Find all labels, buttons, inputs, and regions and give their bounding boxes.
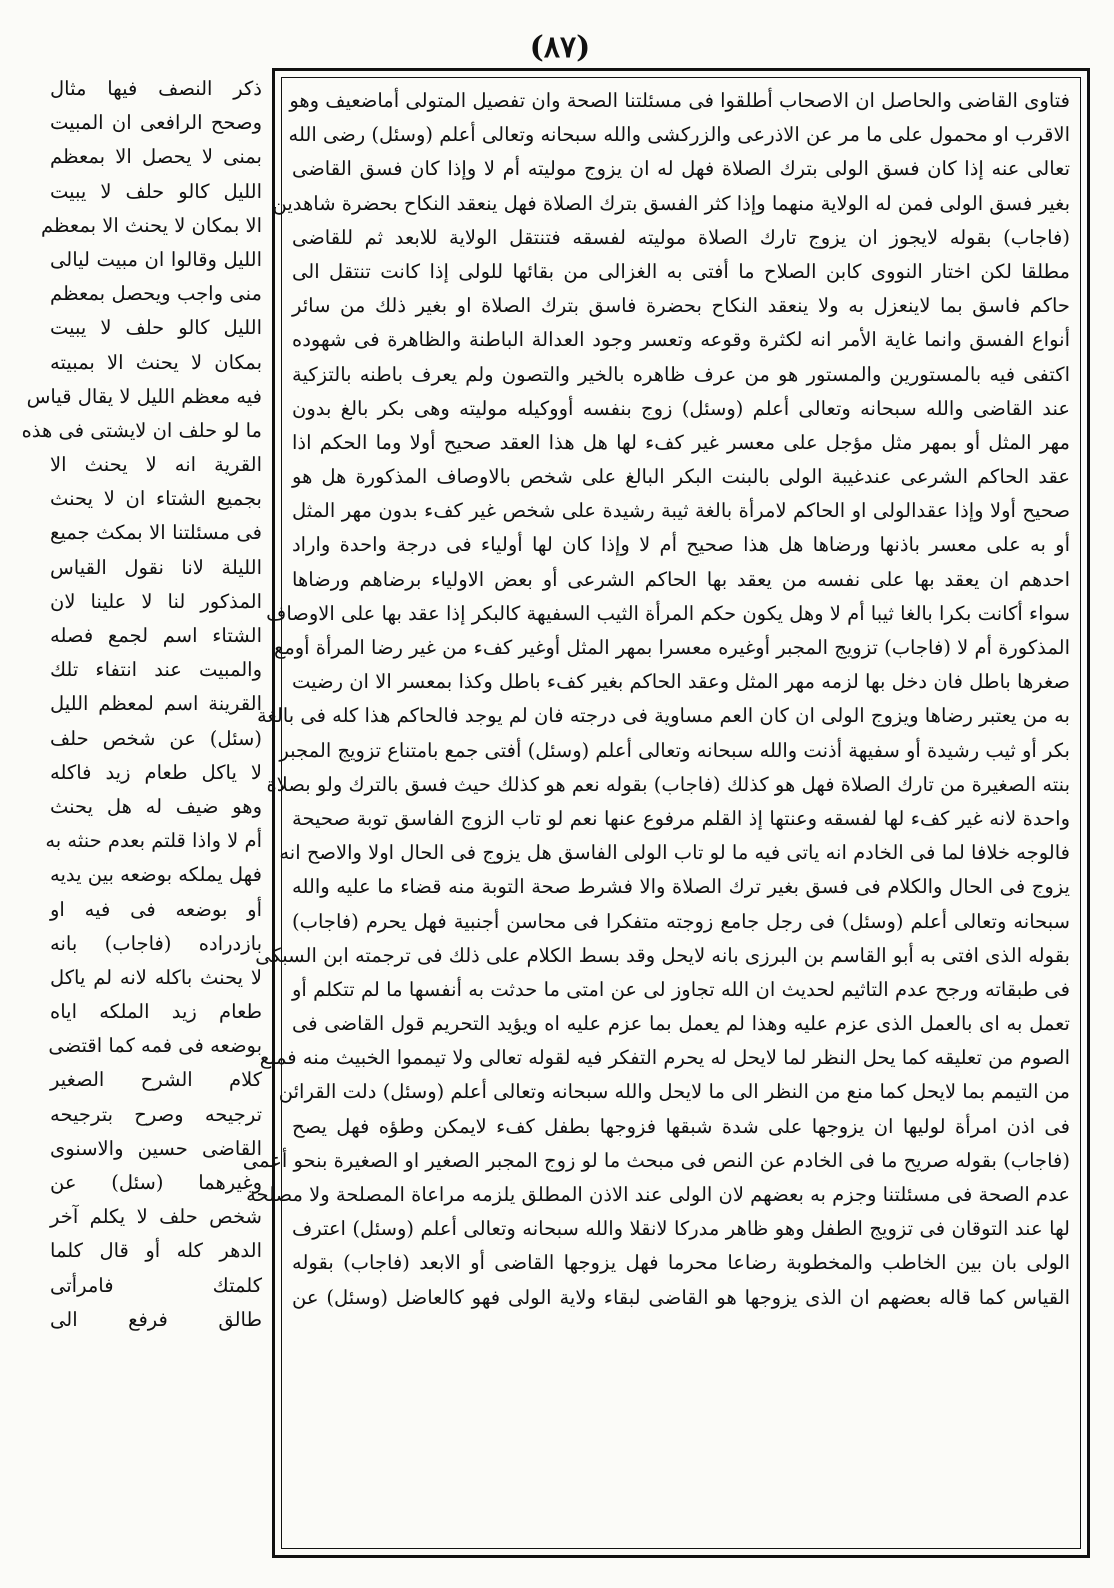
- margin-text-line: وغيرهما (سئل) عن: [50, 1171, 262, 1194]
- margin-text-line: بوضعه فى فمه كما اقتضى: [48, 1034, 262, 1058]
- main-text-frame: [242, 68, 1090, 1558]
- margin-text-line: بمنى لا يحصل الا بمعظم: [50, 145, 262, 169]
- main-text-line: مطلقا لكن اختار النووى كابن الصلاح ما أفتى به الغزالى من بقائها للولى إذا كانت تنتقل الى: [292, 259, 1070, 283]
- main-text-line: عدم الصحة فى مسئلتنا وجزم به بعضهم لان الولى عند الاذن المطلق يلزمه مراعاة المصلحة ولا مصلحة: [246, 1183, 1070, 1206]
- margin-text-line: الدهر كله أو قال كلما: [50, 1239, 262, 1263]
- main-text-body: [242, 84, 1070, 1315]
- main-text-line: لها عند التوقان فى تزويج الطفل وهو ظاهر مدركا لانقلا والله سبحانه وتعالى أعلم (وسئل) اعترف: [292, 1217, 1070, 1241]
- main-text-line: المذكورة أم لا (فاجاب) تزويج المجبر أوغيره معسرا بمهر المثل أوغير كفء من غير رضا المرأة أومع: [273, 636, 1070, 659]
- margin-text-line: فى مسئلتنا الا بمكث جميع: [50, 521, 262, 545]
- main-text-line: الولى بان بين الخاطب والمخطوبة رضاعا محرما فهل يزوجها القاضى أو الابعد (فاجاب) بقوله: [292, 1251, 1070, 1275]
- main-text-line: سواء أكانت بكرا بالغا ثيبا أم لا وهل يكون حكم المرأة الثيب السفيهة كالبكر إذا عقد بها على الاوصاف: [266, 601, 1070, 625]
- margin-text-line: بمكان لا يحنث الا بمبيته: [50, 350, 262, 374]
- main-text-line: تعمل به اى بالعمل الذى عزم عليه وهذا لم يعمل بما عزم عليه اه ويؤيد التحريم قول القاضى فى: [292, 1012, 1070, 1036]
- margin-text-line: الليل وقالوا ان مبيت ليالى: [50, 247, 262, 271]
- main-text-line: يزوج فى الحال والكلام فى فسق بغير ترك الصلاة والا فشرط صحة التوبة منه قضاء ما عليه والله: [292, 875, 1070, 899]
- main-text-line: واحدة لانه غير كفء لها لفسقه وعنتها إذ القلم مرفوع عنها نعم لو تاب الزوج الفاسق توبة صحيحة: [292, 806, 1070, 830]
- margin-text-line: وهو ضيف له هل يحنث: [50, 794, 262, 818]
- margin-text-line: فيه معظم الليل لا يقال قياس: [26, 384, 262, 408]
- main-text-line: بنته الصغيرة من تارك الصلاة فهل هو كذلك (فاجاب) بقوله نعم هو كذلك حيث فسق بالترك ولو بصلاة: [266, 772, 1070, 796]
- main-text-line: صحيح أولا وإذا عقدالولى او الحاكم لامرأة بالغة ثيبة رشيدة على شخص غير كفء بدون مهر المثل: [292, 499, 1070, 523]
- main-text-line: القياس كما قاله بعضهم ان الذى يزوجها هو القاضى لبقاء ولاية الولى فهو كالعاضل (وسئل) عن: [292, 1285, 1070, 1309]
- margin-text-line: طعام زيد الملكه اياه: [50, 1000, 262, 1024]
- main-text-line: فالوجه خلافا لما فى الخادم انه ياتى فيه ما لو تاب الولى الفاسق هل يزوج فى الحال اولا والاصح انه: [279, 841, 1070, 865]
- main-text-line: عند القاضى والله سبحانه وتعالى أعلم (وسئل) زوج بنفسه أووكيله موليته وهى بكر بالغ بدون: [292, 396, 1070, 420]
- margin-text-line: ذكر النصف فيها مثال: [50, 77, 262, 100]
- margin-text-line: بجميع الشتاء ان لا يحنث: [50, 487, 262, 511]
- margin-text-line: الا بمكان لا يحنث الا بمعظم: [40, 213, 262, 237]
- margin-text-line: الشتاء اسم لجمع فصله: [50, 624, 262, 647]
- margin-text-line: ترجيحه وصرح بترجيحه: [50, 1102, 262, 1126]
- main-text-line: فتاوى القاضى والحاصل ان الاصحاب أطلقوا فى مسئلتنا الصحة وان تفصيل المتولى أماضعيف وهو: [289, 89, 1070, 112]
- margin-text-line: القاضى حسين والاسنوى: [50, 1136, 262, 1160]
- margin-text-line: منى واجب ويحصل بمعظم: [50, 282, 262, 306]
- margin-text-line: (سئل) عن شخص حلف: [50, 726, 262, 750]
- main-text-inner-border: [242, 77, 1081, 1549]
- margin-text-line: الليلة لانا نقول القياس: [50, 555, 262, 579]
- margin-text-line: كلام الشرح الصغير: [50, 1068, 262, 1092]
- margin-text-line: القرينة اسم لمعظم الليل: [50, 692, 262, 716]
- margin-text-line: القرية انه لا يحنث الا: [50, 453, 262, 477]
- margin-text-line: المذكور لنا لا علينا لان: [50, 589, 262, 613]
- margin-text-line: كلمتك فامرأتى: [50, 1273, 262, 1297]
- main-text-line: به من يعتبر رضاها ويزوج الولى ان كان العم مساوية فى درجته فان لم يوجد فالحاكم هذا كله فى بالغة: [256, 704, 1070, 728]
- margin-text-line: طالق فرفع الى: [50, 1307, 262, 1331]
- main-text-line: عقد الحاكم الشرعى عندغيبة الولى بالبنت البكر البالغ على شخص بالاوصاف المذكورة هل هو: [292, 465, 1070, 489]
- margin-text-line: أو بوضعه فى فيه او: [50, 897, 262, 921]
- main-text-line: بكر أو ثيب رشيدة أو سفيهة أذنت والله سبحانه وتعالى أعلم (وسئل) أفتى جمع بامتناع تزويج المجبر: [279, 738, 1070, 762]
- main-text-line: احدهم ان يعقد بها على نفسه من يعقد بها الحاكم الشرعى أو بعض الاولياء برضاهم ورضاها: [292, 567, 1070, 591]
- main-text-line: (فاجاب) بقوله لايجوز ان يزوج تارك الصلاة موليته لفسقه فتنتقل الولاية للابعد ثم للقاضى: [292, 225, 1070, 249]
- margin-text-line: وصحح الرافعى ان المبيت: [50, 111, 262, 135]
- margin-text-line: بازدراده (فاجاب) بانه: [50, 931, 262, 955]
- margin-text-line: شخص حلف لا يكلم آخر: [50, 1205, 262, 1229]
- margin-text-line: أم لا واذا قلتم بعدم حنثه به: [45, 829, 262, 853]
- margin-text-line: لا ياكل طعام زيد فاكله: [50, 760, 262, 784]
- main-text-line: حاكم فاسق بما لاينعزل به ولا ينعقد النكاح بحضرة فاسق بترك الصلاة او بغير ذلك من سائر: [292, 294, 1070, 318]
- main-text-line: تعالى عنه إذا كان فسق الولى بترك الصلاة فهل له ان يزوج موليته أم لا وإذا كان فسق القاضى: [292, 157, 1070, 181]
- margin-text-line: والمبيت عند انتفاء تلك: [50, 658, 262, 682]
- main-text-line: صغرها باطل فان دخل بها لزمه مهر المثل وعقد الحاكم بغير كفء باطل وكذا بمعسر الا ان رضيت: [292, 670, 1070, 694]
- main-text-line: مهر المثل أو بمهر مثل مؤجل على معسر غير كفء لها هل هذا العقد صحيح أولا وما الحكم اذا: [292, 430, 1070, 454]
- main-text-line: اكتفى فيه بالمستورين والمستور هو من عرف ظاهره بالخير والتصون ولم يعرف باطنه بالتزكية: [292, 362, 1070, 386]
- main-text-line: سبحانه وتعالى أعلم (وسئل) فى رجل جامع زوجته متفكرا فى محاسن أجنبية فهل يحرم (فاجاب): [292, 909, 1070, 933]
- main-text-line: أو به على معسر باذنها ورضاها هل هذا صحيح أم لا وإذا كان لها أولياء فى درجة واحدة واراد: [292, 533, 1070, 557]
- main-text-line: بغير فسق الولى فمن له الولاية منهما وإذا كثر الفسق بترك الصلاة فهل ينعقد النكاح بحضرة شاهدين: [272, 191, 1070, 215]
- main-text-line: فى اذن امرأة لوليها ان يزوجها على شدة شبقها فزوجها بطفل كفء لايمكن وطؤه فهل يصح: [292, 1114, 1070, 1138]
- margin-commentary-column: [21, 72, 262, 1562]
- main-text-line: الاقرب او محمول على ما مر عن الاذرعى والزركشى والله سبحانه وتعالى أعلم (وسئل) رضى الله: [288, 123, 1070, 147]
- main-text-line: (فاجاب) بقوله صريح ما فى الخادم عن النص فى مبحث ما لو زوج المجبر الصغير او الصغيرة بنحو أعمى: [242, 1148, 1070, 1172]
- margin-text-line: الليل كالو حلف لا يبيت: [50, 316, 262, 340]
- margin-text-line: ما لو حلف ان لايشتى فى هذه: [21, 418, 262, 442]
- margin-text-line: الليل كالو حلف لا يبيت: [50, 179, 262, 203]
- margin-text-line: لا يحنث باكله لانه لم ياكل: [50, 965, 262, 989]
- main-text-line: أنواع الفسق وانما غاية الأمر انه لكثرة وقوعه وتعسر وجود العدالة الباطنة والظاهرة فى شهوده: [292, 328, 1070, 352]
- main-text-line: الصوم من تعليقه كما يحل النظر لما لايحل له يحرم التفكر فيه لقوله تعالى ولا تيمموا الخبيث منه فمنع: [259, 1046, 1070, 1070]
- main-text-line: من التيمم بما لايحل كما منع من النظر الى ما لايحل والله سبحانه وتعالى أعلم (وسئل) دلت القرائن: [278, 1080, 1070, 1104]
- margin-text-line: فهل يملكه بوضعه بين يديه: [50, 863, 262, 887]
- main-text-line: بقوله الذى افتى به أبو القاسم بن البرزى بانه لايحل وقد بسط الكلام على ذلك فى ترجمته ابن السبكى: [255, 943, 1070, 967]
- page-number: (٨٧): [529, 30, 591, 65]
- main-text-line: فى طبقاته ورجح عدم التاثيم لحديث ان الله تجاوز لى عن امتى ما حدثت به أنفسها ما لم تتكلم أو: [292, 977, 1070, 1001]
